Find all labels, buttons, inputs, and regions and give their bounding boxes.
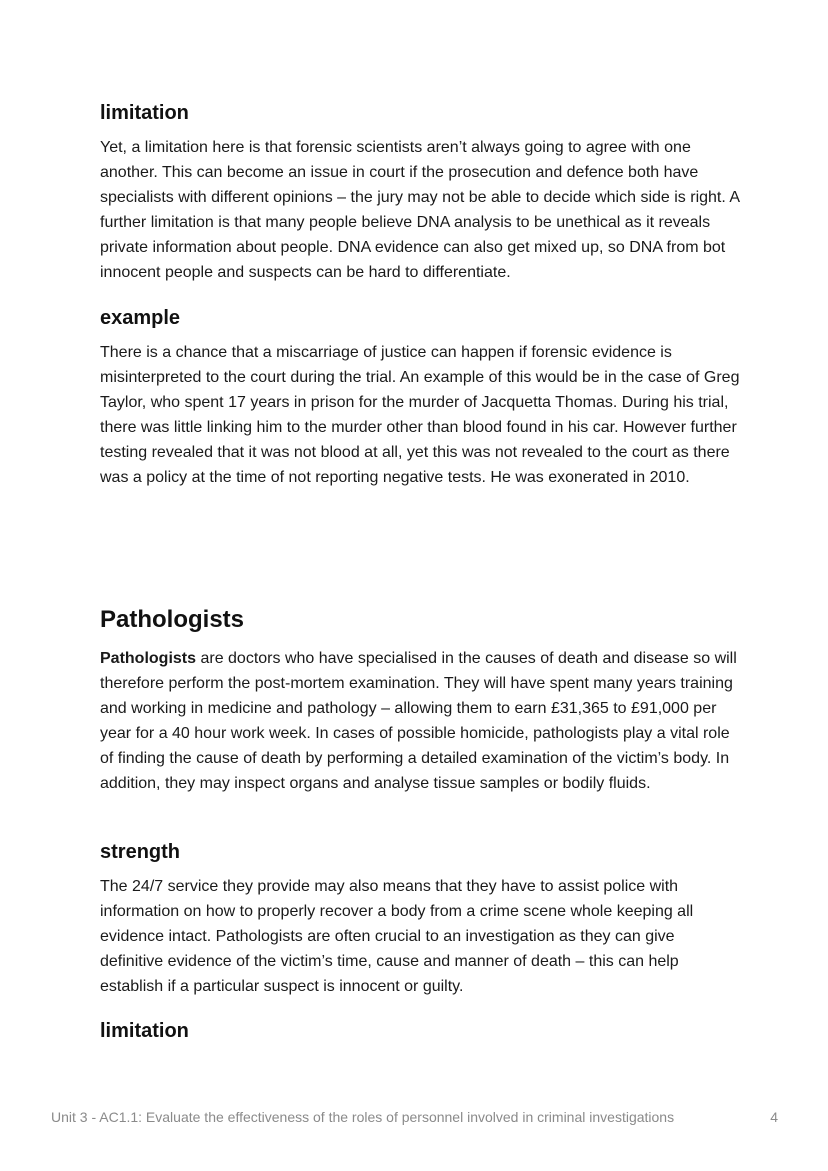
strength-heading: strength: [100, 841, 180, 863]
footer-title: Unit 3 - AC1.1: Evaluate the effectiveness of the roles of personnel involved in criminal investigations: [51, 1109, 675, 1125]
pathologists-section: [100, 604, 740, 796]
pathologists-body: are doctors who have specialised in the causes of death and disease so will therefore perform the post-mortem examination. They will have spent many years training and working in medicine and pathology – allowing them to earn £31,365 to £91,000 per year for a 40 hour work week. In cases of possible homicide, pathologists play a vital role of finding the cause of death by performing a detailed examination of the victim’s body. In addition, they may inspect organs and analyse tissue samples or bodily fluids.: [100, 650, 737, 792]
pathologists-bold-lead: Pathologists: [100, 650, 197, 667]
example-heading: example: [100, 307, 181, 329]
limitation-heading: limitation: [100, 102, 189, 124]
strength-section: [100, 839, 740, 999]
example-paragraph: There is a chance that a miscarriage of justice can happen if forensic evidence is misinterpreted to the court during the trial. An example of this would be in the case of Greg Taylor, who spent 17 years in prison for the murder of Jacquetta Thomas. During his trial, there was little linking him to the murder other than blood found in his car. However further testing revealed that it was not blood at all, yet this was not revealed to the court as there was a policy at the time of not reporting negative tests. He was exonerated in 2010.: [100, 344, 740, 486]
limitation-paragraph: Yet, a limitation here is that forensic scientists aren’t always going to agree with one another. This can become an issue in court if the prosecution and defence both have specialists with different opinions – the jury may not be able to decide which side is right. A further limitation is that many people believe DNA analysis to be unethical as it reveals private information about people. DNA evidence can also get mixed up, so DNA from bot innocent people and suspects can be hard to differentiate.: [100, 139, 740, 281]
limitation-section: [100, 100, 740, 285]
pathologists-heading: Pathologists: [100, 606, 245, 633]
limitation-section-2: [100, 1018, 740, 1053]
strength-paragraph: The 24/7 service they provide may also means that they have to assist police with information on how to properly recover a body from a crime scene whole keeping all evidence intact. Pathologists are often crucial to an investigation as they can give definitive evidence of the victim’s time, cause and manner of death – this can help establish if a particular suspect is innocent or guilty.: [100, 878, 694, 995]
limitation-heading-2: limitation: [100, 1020, 189, 1042]
page-number: 4: [770, 1109, 778, 1125]
example-section: [100, 305, 740, 490]
page-footer: [51, 1109, 778, 1125]
pathologists-paragraph: [100, 646, 740, 796]
